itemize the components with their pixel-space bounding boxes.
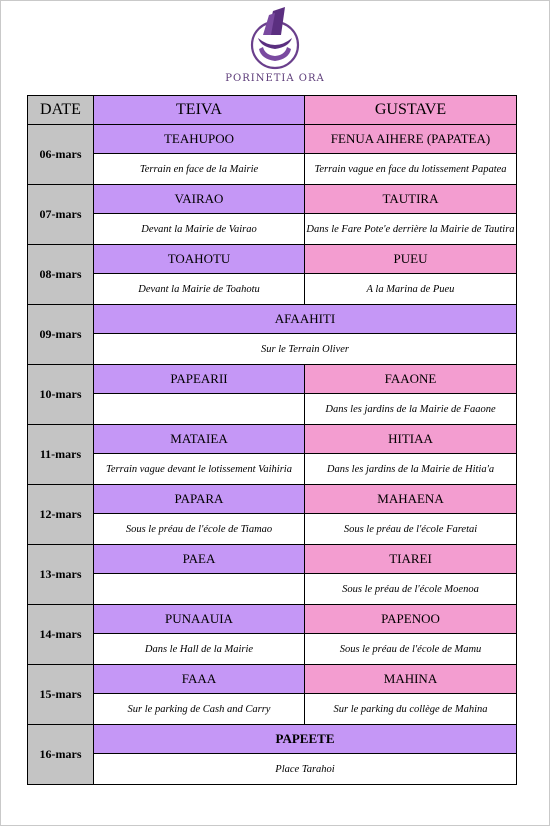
teiva-city-cell: TEAHUPOO [94,125,305,154]
date-cell: 15-mars [28,665,94,725]
table-row [28,185,517,214]
teiva-city-cell: VAIRAO [94,185,305,214]
gustave-place-cell: Dans le Fare Pote'e derrière la Mairie de Tautira [305,214,517,245]
teiva-city-cell: PAEA [94,545,305,574]
date-cell: 06-mars [28,125,94,185]
logo-text: PORINETIA ORA [225,73,325,84]
table-row-detail [28,694,517,725]
gustave-city-cell: MAHINA [305,665,517,694]
gustave-city-cell: MAHAENA [305,485,517,514]
schedule-body [28,125,517,785]
date-cell: 16-mars [28,725,94,785]
date-column-header: DATE [28,96,94,125]
shared-city-cell: PAPEETE [94,725,517,754]
date-cell: 09-mars [28,305,94,365]
table-row [28,305,517,334]
teiva-place-cell: Devant la Mairie de Toahotu [94,274,305,305]
teiva-city-cell: MATAIEA [94,425,305,454]
teiva-city-cell: FAAA [94,665,305,694]
table-row-detail [28,754,517,785]
table-row [28,545,517,574]
gustave-city-cell: HITIAA [305,425,517,454]
teiva-place-cell: Sous le préau de l'école de Tiamao [94,514,305,545]
gustave-place-cell: Sous le préau de l'école Faretai [305,514,517,545]
gustave-place-cell: Terrain vague en face du lotissement Papatea [305,154,517,185]
table-row [28,725,517,754]
date-cell: 10-mars [28,365,94,425]
shared-place-cell: Sur le Terrain Oliver [94,334,517,365]
teiva-city-cell: PAPEARII [94,365,305,394]
logo [1,5,549,84]
gustave-city-cell: PAPENOO [305,605,517,634]
table-row-detail [28,634,517,665]
teiva-place-cell [94,574,305,605]
header-row [28,96,517,125]
gustave-place-cell: A la Marina de Pueu [305,274,517,305]
table-row [28,485,517,514]
canoe-hands-logo-icon [245,5,305,71]
date-cell: 11-mars [28,425,94,485]
gustave-city-cell: TAUTIRA [305,185,517,214]
date-cell: 13-mars [28,545,94,605]
gustave-place-cell: Sous le préau de l'école Moenoa [305,574,517,605]
table-row-detail [28,274,517,305]
table-row [28,125,517,154]
teiva-column-header: TEIVA [94,96,305,125]
shared-city-cell: AFAAHITI [94,305,517,334]
table-row-detail [28,154,517,185]
teiva-place-cell: Dans le Hall de la Mairie [94,634,305,665]
gustave-column-header: GUSTAVE [305,96,517,125]
date-cell: 08-mars [28,245,94,305]
svg-text:~~~~: ~~~~ [268,40,282,45]
date-cell: 12-mars [28,485,94,545]
gustave-city-cell: FENUA AIHERE (PAPATEA) [305,125,517,154]
gustave-place-cell: Sous le préau de l'école de Mamu [305,634,517,665]
teiva-city-cell: PAPARA [94,485,305,514]
gustave-place-cell: Dans les jardins de la Mairie de Hitia'a [305,454,517,485]
teiva-city-cell: PUNAAUIA [94,605,305,634]
table-row-detail [28,334,517,365]
gustave-place-cell: Dans les jardins de la Mairie de Faaone [305,394,517,425]
table-row [28,245,517,274]
table-row [28,605,517,634]
table-row-detail [28,514,517,545]
table-row [28,425,517,454]
teiva-city-cell: TOAHOTU [94,245,305,274]
teiva-place-cell: Terrain vague devant le lotissement Vaihiria [94,454,305,485]
teiva-place-cell: Terrain en face de la Mairie [94,154,305,185]
date-cell: 14-mars [28,605,94,665]
teiva-place-cell [94,394,305,425]
teiva-place-cell: Sur le parking de Cash and Carry [94,694,305,725]
table-row-detail [28,574,517,605]
gustave-place-cell: Sur le parking du collège de Mahina [305,694,517,725]
date-cell: 07-mars [28,185,94,245]
table-row [28,665,517,694]
gustave-city-cell: PUEU [305,245,517,274]
schedule-table [27,95,517,785]
table-row-detail [28,214,517,245]
gustave-city-cell: TIAREI [305,545,517,574]
gustave-city-cell: FAAONE [305,365,517,394]
teiva-place-cell: Devant la Mairie de Vairao [94,214,305,245]
table-row [28,365,517,394]
shared-place-cell: Place Tarahoi [94,754,517,785]
table-row-detail [28,454,517,485]
table-row-detail [28,394,517,425]
